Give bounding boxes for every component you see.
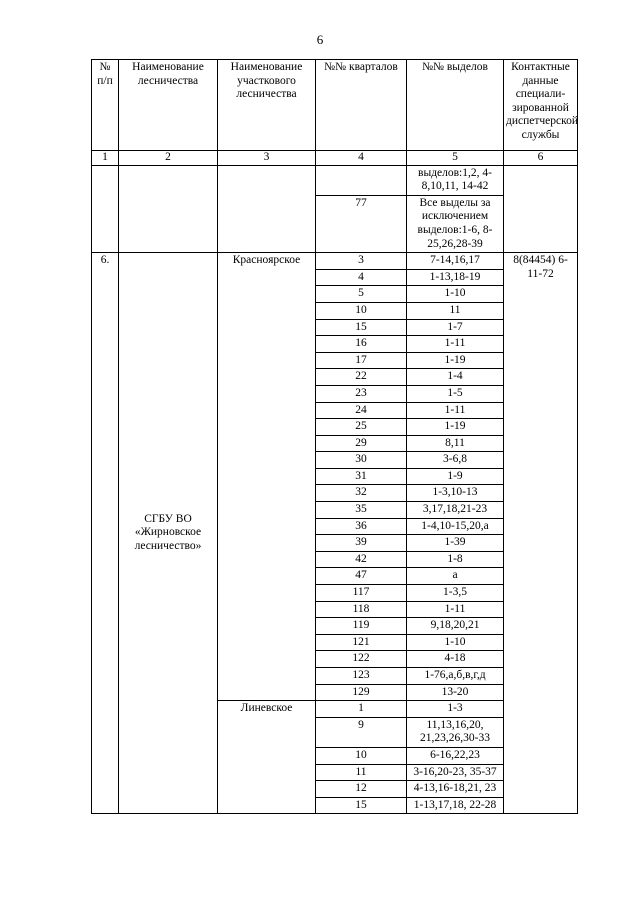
kvartal-cell: 119 (316, 618, 407, 635)
kvartal-cell: 10 (316, 302, 407, 319)
column-number: 4 (316, 151, 407, 166)
kvartal-cell: 15 (316, 797, 407, 814)
kvartal-cell: 77 (316, 195, 407, 252)
kvartal-cell: 11 (316, 764, 407, 781)
vydel-cell: 1-10 (407, 634, 504, 651)
empty-cell (119, 165, 218, 253)
vydel-cell: 1-4 (407, 369, 504, 386)
header-num: № п/п (92, 60, 119, 151)
vydel-cell: 1-11 (407, 601, 504, 618)
vydel-cell: 1-19 (407, 352, 504, 369)
kvartal-cell: 17 (316, 352, 407, 369)
header-contact: Контактные данные специали-зированной диспетчерской службы (504, 60, 578, 151)
kvartal-cell: 29 (316, 435, 407, 452)
vydel-cell: 3,17,18,21-23 (407, 502, 504, 519)
header-kvartal: №№ кварталов (316, 60, 407, 151)
kvartal-cell: 122 (316, 651, 407, 668)
vydel-cell: 7-14,16,17 (407, 253, 504, 270)
empty-cell (92, 165, 119, 253)
kvartal-cell: 15 (316, 319, 407, 336)
kvartal-cell: 32 (316, 485, 407, 502)
vydel-cell: 1-13,18-19 (407, 269, 504, 286)
kvartal-cell: 9 (316, 717, 407, 747)
kvartal-cell: 23 (316, 385, 407, 402)
contact-data: 8(84454) 6-11-72 (504, 253, 578, 814)
vydel-cell: 1-7 (407, 319, 504, 336)
district-name: Линевское (218, 701, 316, 814)
kvartal-cell (316, 165, 407, 195)
vydel-cell: 4-13,16-18,21, 23 (407, 781, 504, 798)
vydel-cell: 1-10 (407, 286, 504, 303)
header-row (92, 60, 578, 151)
kvartal-cell: 22 (316, 369, 407, 386)
vydel-cell: 3-16,20-23, 35-37 (407, 764, 504, 781)
kvartal-cell: 129 (316, 684, 407, 701)
kvartal-cell: 121 (316, 634, 407, 651)
vydel-cell: 1-19 (407, 419, 504, 436)
kvartal-cell: 35 (316, 502, 407, 519)
entry-number: 6. (92, 253, 119, 814)
kvartal-cell: 5 (316, 286, 407, 303)
vydel-cell: 6-16,22,23 (407, 747, 504, 764)
kvartal-cell: 1 (316, 701, 407, 718)
empty-cell (218, 165, 316, 253)
kvartal-cell: 25 (316, 419, 407, 436)
vydel-cell: 8,11 (407, 435, 504, 452)
kvartal-cell: 31 (316, 468, 407, 485)
vydel-cell: 1-76,а,б,в,г,д (407, 668, 504, 685)
forestry-name: СГБУ ВО «Жирновское лесничество» (119, 253, 218, 814)
forestry-table (91, 59, 578, 814)
page-number: 6 (316, 32, 324, 47)
vydel-cell: 9,18,20,21 (407, 618, 504, 635)
column-number: 3 (218, 151, 316, 166)
kvartal-cell: 4 (316, 269, 407, 286)
vydel-cell: 1-8 (407, 551, 504, 568)
vydel-cell: Все выделы за исключением выделов:1-6, 8-25,26,28-39 (407, 195, 504, 252)
kvartal-cell: 118 (316, 601, 407, 618)
district-name: Красноярское (218, 253, 316, 701)
kvartal-cell: 12 (316, 781, 407, 798)
vydel-cell: 1-9 (407, 468, 504, 485)
vydel-cell: 1-5 (407, 385, 504, 402)
vydel-cell: 13-20 (407, 684, 504, 701)
kvartal-cell: 123 (316, 668, 407, 685)
table-row (92, 253, 578, 270)
vydel-cell: 1-11 (407, 336, 504, 353)
column-number: 5 (407, 151, 504, 166)
kvartal-cell: 39 (316, 535, 407, 552)
vydel-cell: 1-39 (407, 535, 504, 552)
header-district: Наименование участкового лесничества (218, 60, 316, 151)
empty-cell (504, 165, 578, 253)
vydel-cell: 1-3,10-13 (407, 485, 504, 502)
kvartal-cell: 47 (316, 568, 407, 585)
vydel-cell: выделов:1,2, 4-8,10,11, 14-42 (407, 165, 504, 195)
vydel-cell: 1-11 (407, 402, 504, 419)
continuation-row (92, 165, 578, 195)
column-number: 2 (119, 151, 218, 166)
column-number: 6 (504, 151, 578, 166)
vydel-cell: 11 (407, 302, 504, 319)
vydel-cell: 11,13,16,20, 21,23,26,30-33 (407, 717, 504, 747)
header-number-row (92, 151, 578, 166)
kvartal-cell: 10 (316, 747, 407, 764)
header-vydel: №№ выделов (407, 60, 504, 151)
vydel-cell: а (407, 568, 504, 585)
kvartal-cell: 42 (316, 551, 407, 568)
header-forestry: Наименование лесничества (119, 60, 218, 151)
vydel-cell: 1-4,10-15,20,а (407, 518, 504, 535)
vydel-cell: 3-6,8 (407, 452, 504, 469)
kvartal-cell: 3 (316, 253, 407, 270)
kvartal-cell: 117 (316, 585, 407, 602)
vydel-cell: 1-13,17,18, 22-28 (407, 797, 504, 814)
kvartal-cell: 36 (316, 518, 407, 535)
kvartal-cell: 16 (316, 336, 407, 353)
column-number: 1 (92, 151, 119, 166)
vydel-cell: 1-3 (407, 701, 504, 718)
kvartal-cell: 30 (316, 452, 407, 469)
vydel-cell: 1-3,5 (407, 585, 504, 602)
kvartal-cell: 24 (316, 402, 407, 419)
vydel-cell: 4-18 (407, 651, 504, 668)
